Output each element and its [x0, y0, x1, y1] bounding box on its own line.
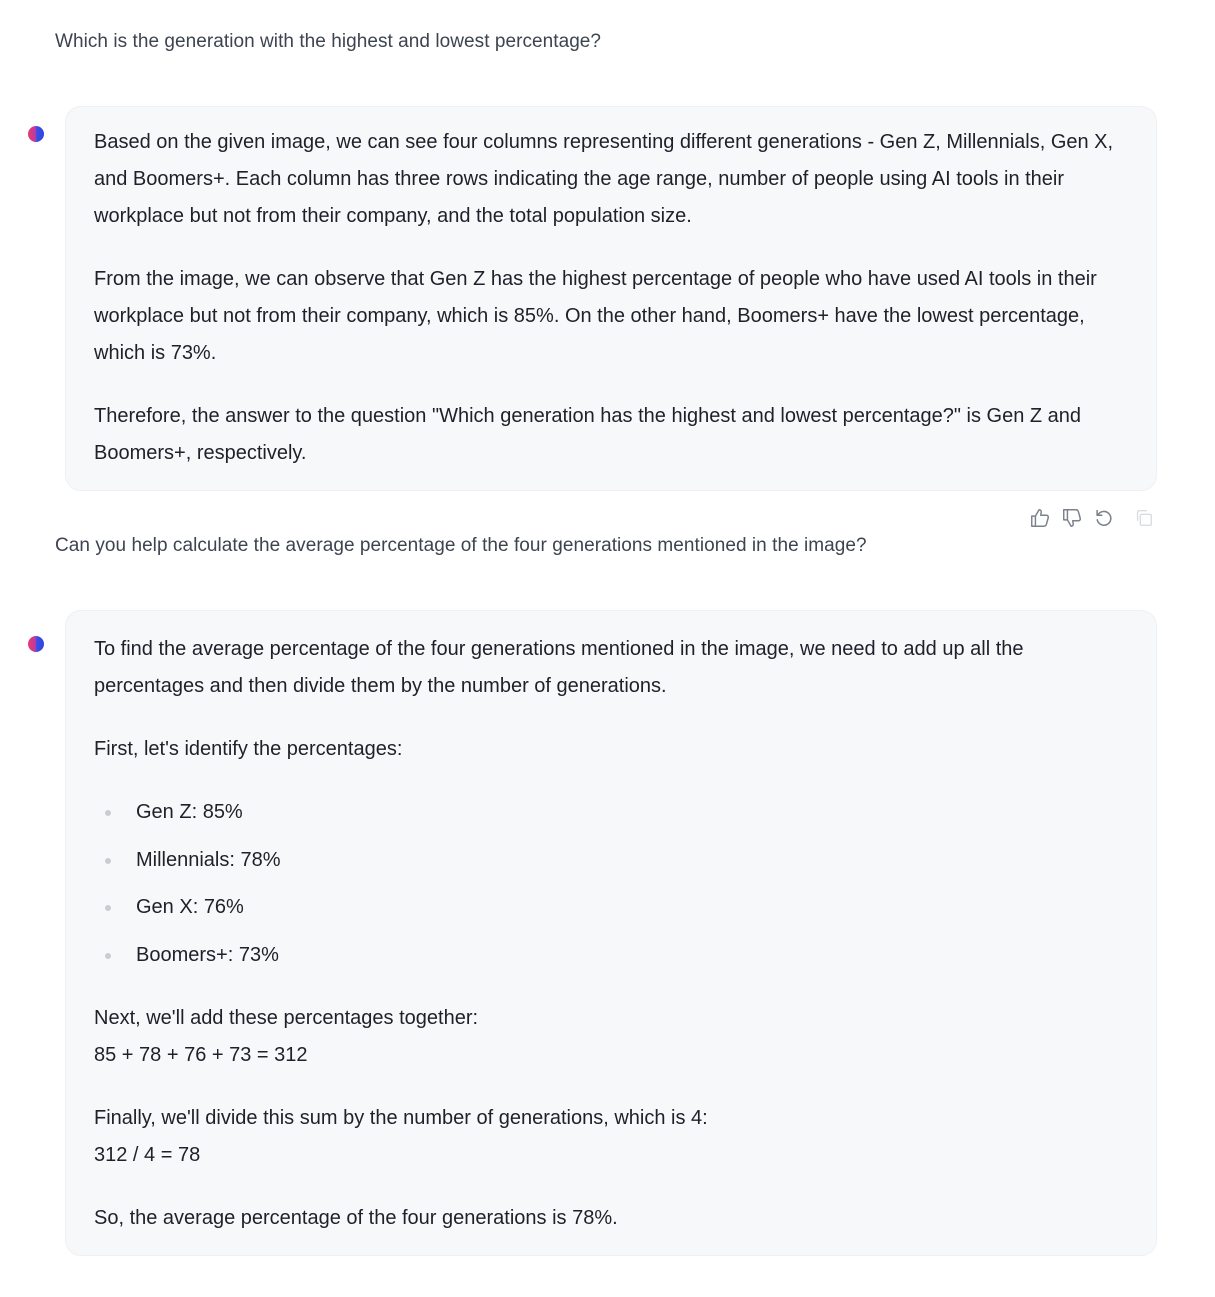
percentages-list — [94, 794, 1128, 974]
list-item-text: Millennials: 78% — [136, 848, 281, 871]
list-item — [94, 937, 1128, 974]
regenerate-icon[interactable] — [1091, 505, 1117, 531]
bot-answer-2 — [65, 610, 1157, 1256]
answer-1-paragraph-2: From the image, we can observe that Gen Z has the highest percentage of people who have used AI tools in their workplace but not from their company, which is 85%. On the other hand, Boomers+ have the lowest percentage, which is 73%. — [94, 268, 1097, 364]
bullet-icon — [105, 858, 111, 864]
answer-2-division-block — [94, 1100, 1128, 1174]
division-equation: 312 / 4 = 78 — [94, 1143, 201, 1166]
bot-answer-1 — [65, 106, 1157, 491]
list-item — [94, 794, 1128, 831]
bot-avatar-icon — [28, 126, 44, 142]
thumbs-up-icon[interactable] — [1027, 505, 1053, 531]
division-intro: Finally, we'll divide this sum by the number of generations, which is 4: — [94, 1106, 708, 1129]
sum-intro: Next, we'll add these percentages together: — [94, 1006, 479, 1029]
answer-2-conclusion: So, the average percentage of the four generations is 78%. — [94, 1206, 618, 1229]
answer-1-paragraph-3: Therefore, the answer to the question "Which generation has the highest and lowest percentage?" is Gen Z and Boomers+, respectively. — [94, 405, 1082, 464]
answer-2-sum-block — [94, 1000, 1128, 1074]
bot-avatar-icon — [28, 636, 44, 652]
answer-2-paragraph-2: First, let's identify the percentages: — [94, 738, 403, 760]
list-item-text: Boomers+: 73% — [136, 943, 279, 966]
copy-icon[interactable] — [1131, 505, 1157, 531]
answer-1-paragraph-1: Based on the given image, we can see four columns representing different generations - Gen Z, Millennials, Gen X, and Boomers+. Each column has three rows indicating the age range, number of people using AI tools in their workplace but not from their company, and the total population size. — [94, 131, 1114, 227]
bullet-icon — [105, 905, 111, 911]
user-question-2: Can you help calculate the average percentage of the four generations mentioned in the image? — [55, 535, 867, 556]
answer-2-paragraph-1: To find the average percentage of the four generations mentioned in the image, we need to add up all the percentages and then divide them by the number of generations. — [94, 638, 1024, 697]
list-item — [94, 889, 1128, 926]
bullet-icon — [105, 810, 111, 816]
list-item — [94, 842, 1128, 879]
list-item-text: Gen Z: 85% — [136, 801, 243, 823]
sum-equation: 85 + 78 + 76 + 73 = 312 — [94, 1043, 308, 1066]
bullet-icon — [105, 953, 111, 959]
list-item-text: Gen X: 76% — [136, 896, 244, 918]
thumbs-down-icon[interactable] — [1059, 505, 1085, 531]
answer-actions — [1027, 505, 1163, 531]
user-question-1: Which is the generation with the highest and lowest percentage? — [55, 31, 602, 52]
